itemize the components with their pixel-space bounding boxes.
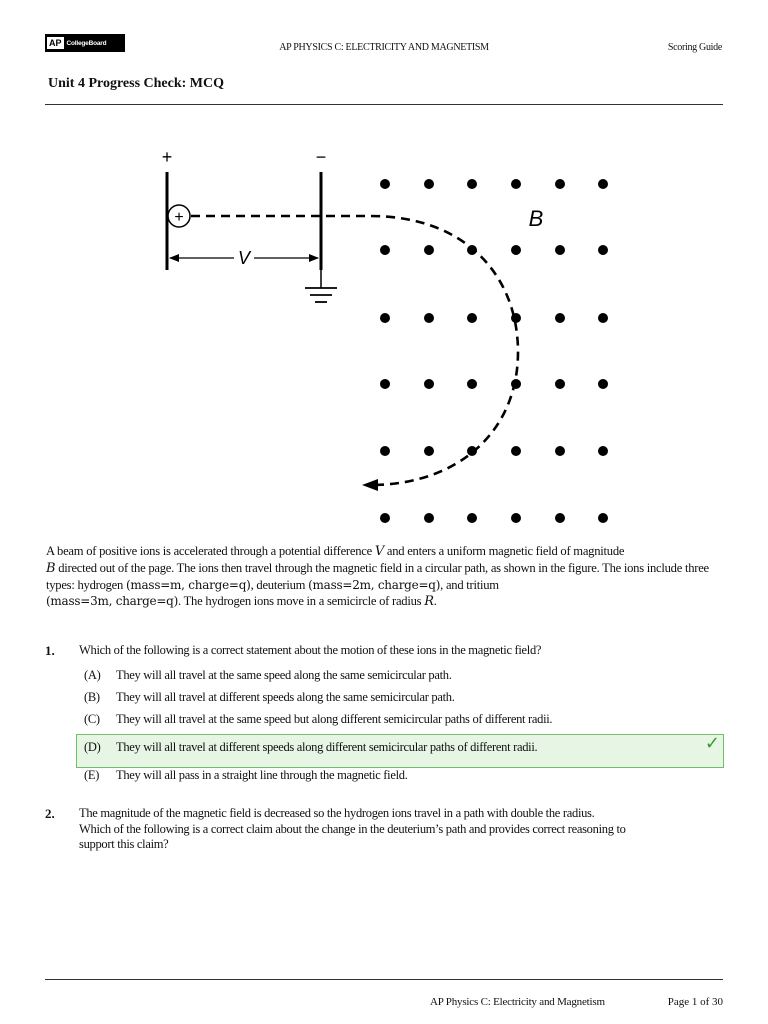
- field-dot: [424, 245, 434, 255]
- passage-var-r: R: [424, 594, 434, 609]
- logo-brand-text: CollegeBoard: [66, 39, 107, 47]
- field-dot: [424, 313, 434, 323]
- field-dot: [511, 513, 521, 523]
- choice-text: They will all travel at the same speed along the same semicircular path.: [116, 668, 452, 682]
- field-dot: [467, 379, 477, 389]
- field-dot: [511, 245, 521, 255]
- field-dot: [424, 446, 434, 456]
- choice-e[interactable]: [84, 768, 714, 783]
- field-label: B: [528, 206, 544, 231]
- field-dot: [511, 179, 521, 189]
- field-dot: [511, 446, 521, 456]
- passage-text: , and tritium: [440, 578, 499, 592]
- question-2-line: support this claim?: [79, 837, 169, 851]
- choice-text: They will all pass in a straight line through the magnetic field.: [116, 768, 408, 782]
- minus-label: −: [315, 147, 327, 167]
- field-dot: [380, 513, 390, 523]
- choice-text: They will all travel at the same speed but along different semicircular paths of different radii.: [116, 712, 553, 726]
- choice-d[interactable]: [84, 740, 714, 755]
- field-dot: [424, 179, 434, 189]
- field-dot: [555, 513, 565, 523]
- tritium-expression: (mass=3m, charge=q): [46, 594, 179, 608]
- question-1-number: 1.: [45, 643, 55, 658]
- magnetic-field-diagram: [140, 140, 620, 535]
- field-dot: [511, 379, 521, 389]
- field-dot: [598, 379, 608, 389]
- passage-text: . The hydrogen ions move in a semicircle of radius: [178, 594, 425, 608]
- choice-a[interactable]: [84, 668, 714, 683]
- field-dot: [467, 245, 477, 255]
- field-dot: [467, 446, 477, 456]
- ion-charge-label: +: [174, 209, 184, 226]
- question-2-number: 2.: [45, 806, 55, 821]
- field-dot: [424, 513, 434, 523]
- field-dot: [511, 313, 521, 323]
- voltage-label: V: [237, 248, 251, 268]
- passage-text: .: [433, 594, 437, 608]
- header-scoring-guide: Scoring Guide: [667, 42, 722, 53]
- header-course-title: AP PHYSICS C: ELECTRICITY AND MAGNETISM: [279, 42, 489, 53]
- footer-page-number: Page 1 of 30: [667, 996, 723, 1008]
- field-dot: [380, 379, 390, 389]
- choice-label: (C): [84, 712, 100, 726]
- question-2-line: The magnitude of the magnetic field is decreased so the hydrogen ions travel in a path with double the radius.: [79, 806, 595, 820]
- choice-label: (E): [84, 768, 100, 782]
- logo-ap-text: AP: [49, 38, 62, 48]
- field-dot: [555, 313, 565, 323]
- choice-label: (A): [84, 668, 101, 682]
- field-dot: [555, 446, 565, 456]
- path-arrowhead: [362, 479, 378, 491]
- choice-text: They will all travel at different speeds along different semicircular paths of different radii.: [116, 740, 538, 754]
- question-1-text: Which of the following is a correct statement about the motion of these ions in the magnetic field?: [79, 643, 542, 657]
- choice-text: They will all travel at different speeds along the same semicircular path.: [116, 690, 455, 704]
- field-dot: [555, 245, 565, 255]
- question-2-text: [79, 806, 729, 853]
- field-dot: [380, 446, 390, 456]
- question-passage: [46, 543, 726, 610]
- passage-text: A beam of positive ions is accelerated through a potential difference: [46, 544, 375, 558]
- page-title: Unit 4 Progress Check: MCQ: [48, 76, 225, 91]
- deuterium-expression: (mass=2m, charge=q): [308, 578, 441, 592]
- passage-text: and enters a uniform magnetic field of magnitude: [383, 544, 625, 558]
- footer-divider: [45, 979, 723, 980]
- passage-var-b: B: [46, 561, 56, 576]
- footer-course: AP Physics C: Electricity and Magnetism: [430, 996, 605, 1008]
- field-dot: [555, 379, 565, 389]
- hydrogen-expression: (mass=m, charge=q): [125, 578, 251, 592]
- passage-text: , deuterium: [250, 578, 309, 592]
- field-dot: [598, 179, 608, 189]
- plus-label: +: [161, 147, 173, 167]
- field-dot: [598, 513, 608, 523]
- choice-c[interactable]: [84, 712, 714, 727]
- field-dot: [555, 179, 565, 189]
- field-dot: [467, 313, 477, 323]
- field-dot: [598, 446, 608, 456]
- field-dots: [380, 179, 608, 523]
- field-dot: [380, 245, 390, 255]
- choice-label: (B): [84, 690, 100, 704]
- header-divider: [45, 104, 723, 105]
- question-2-line: Which of the following is a correct claim about the change in the deuterium’s path and provides correct reasoning to: [79, 821, 626, 836]
- field-dot: [598, 313, 608, 323]
- field-dot: [467, 179, 477, 189]
- passage-text: directed out of the page. The ions then travel through the magnetic field in a circular path, as shown in the figure. The ions include three types: hydrogen: [46, 561, 709, 592]
- field-dot: [598, 245, 608, 255]
- field-dot: [467, 513, 477, 523]
- field-dot: [424, 379, 434, 389]
- passage-var-v: V: [374, 544, 384, 559]
- choice-b[interactable]: [84, 690, 714, 705]
- choice-label: (D): [84, 740, 101, 754]
- field-dot: [380, 179, 390, 189]
- check-icon: ✓: [704, 733, 720, 754]
- field-dot: [380, 313, 390, 323]
